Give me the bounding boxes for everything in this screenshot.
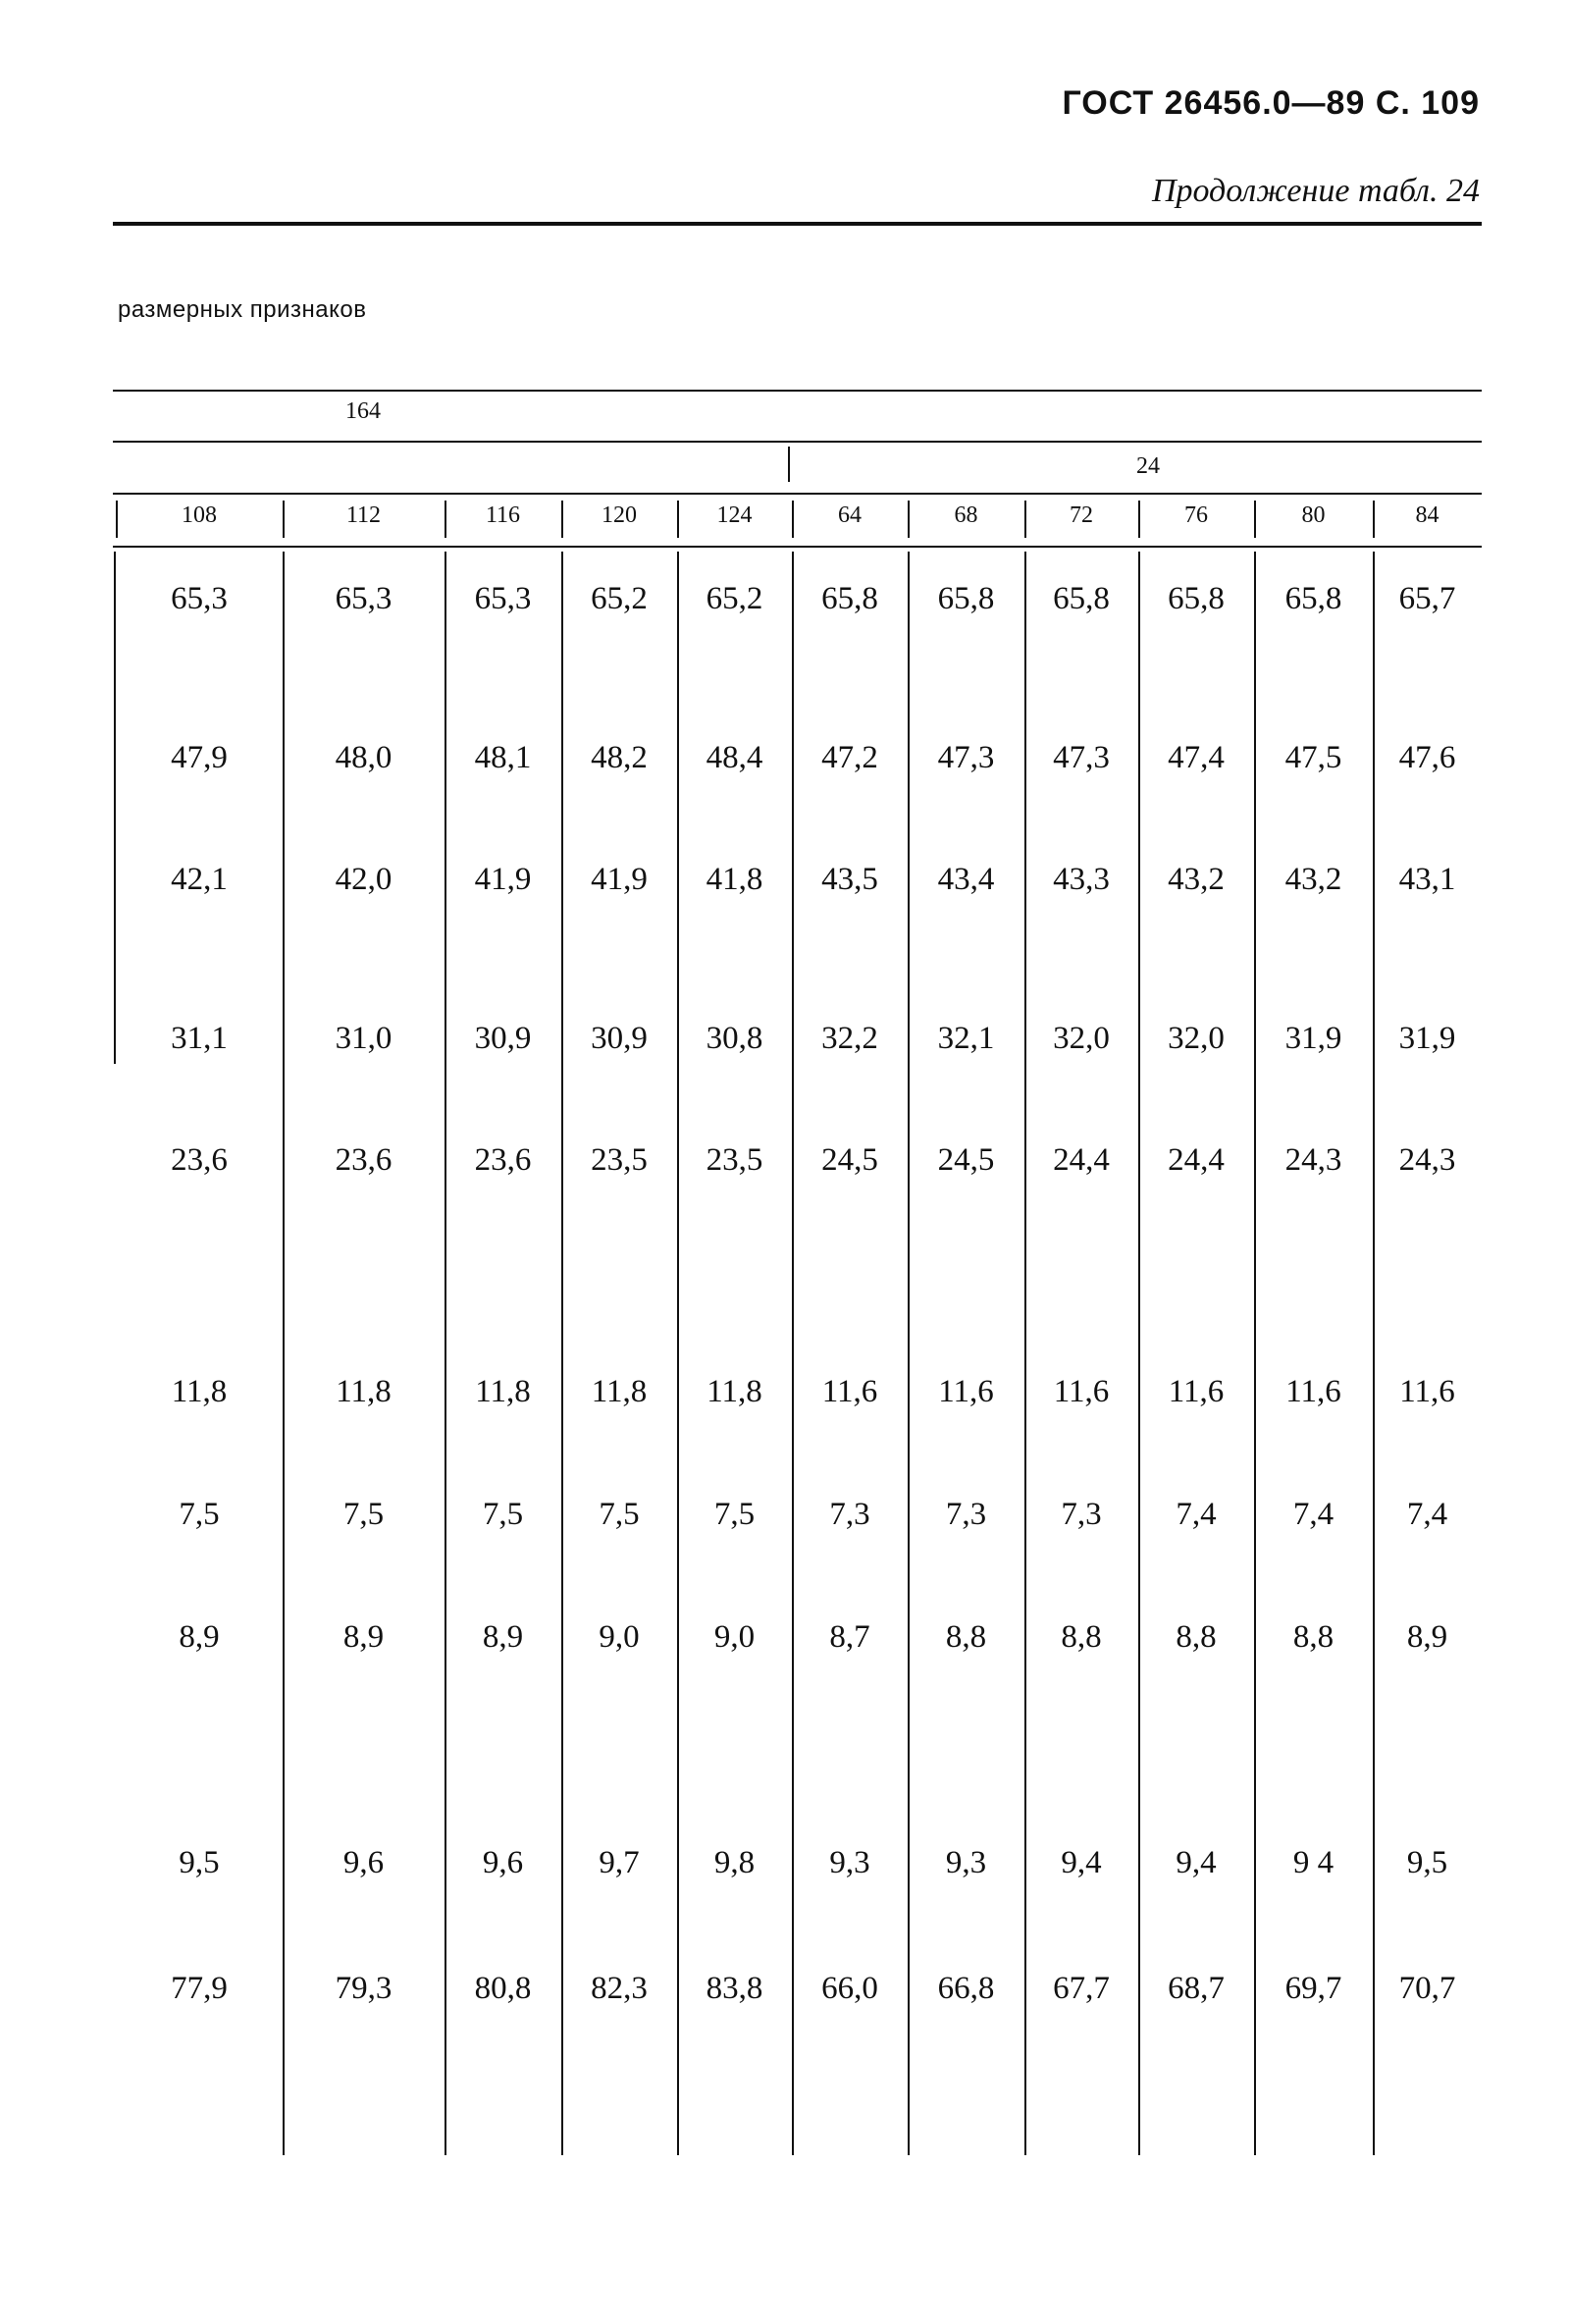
- table-cell: 30,9: [474, 1021, 532, 1056]
- table-cell: 7,4: [1292, 1497, 1334, 1532]
- column-header-80: 80: [1301, 502, 1326, 528]
- header-divider: [116, 501, 118, 538]
- table-cell: 65,8: [1284, 581, 1342, 616]
- table-cell: 7,5: [342, 1497, 385, 1532]
- table-cell: 65,8: [1168, 581, 1225, 616]
- table-cell: 47,9: [171, 740, 228, 775]
- header-divider: [1254, 501, 1256, 538]
- table-cell: 70,7: [1398, 1971, 1456, 2006]
- table-cell: 77,9: [171, 1971, 228, 2006]
- group-label-24: 24: [1136, 453, 1160, 479]
- table-cell: 23,5: [706, 1142, 763, 1178]
- column-divider: [908, 552, 910, 2155]
- table-cell: 9,5: [1406, 1845, 1448, 1880]
- table-cell: 41,9: [591, 862, 648, 897]
- column-header-68: 68: [954, 502, 978, 528]
- table-cell: 11,8: [475, 1374, 531, 1409]
- column-header-116: 116: [485, 502, 521, 528]
- table-cell: 24,4: [1053, 1142, 1110, 1178]
- table-cell: 23,6: [474, 1142, 532, 1178]
- header-rule: [113, 222, 1482, 226]
- table-cell: 43,5: [821, 862, 878, 897]
- table-cell: 7,3: [829, 1497, 870, 1532]
- column-header-64: 64: [838, 502, 862, 528]
- table-continuation-label: Продолжение табл. 24: [1151, 173, 1480, 209]
- column-header-76: 76: [1184, 502, 1208, 528]
- column-divider: [283, 552, 285, 2155]
- table-cell: 65,8: [821, 581, 878, 616]
- table-cell: 32,2: [821, 1021, 878, 1056]
- column-divider: [1254, 552, 1256, 2155]
- table-cell: 11,6: [1285, 1374, 1341, 1409]
- standard-number: ГОСТ 26456.0—89 С. 109: [1062, 84, 1480, 122]
- column-divider: [561, 552, 563, 2155]
- table-cell: 7,5: [713, 1497, 756, 1532]
- table-cell: 24,5: [937, 1142, 995, 1178]
- table-cell: 65,2: [591, 581, 648, 616]
- table-cell: 7,3: [945, 1497, 987, 1532]
- table-cell: 42,0: [335, 862, 392, 897]
- table-cell: 48,4: [706, 740, 763, 775]
- table-cell: 23,6: [335, 1142, 392, 1178]
- table-cell: 66,0: [821, 1971, 878, 2006]
- table-cell: 65,8: [1053, 581, 1110, 616]
- table-cell: 11,6: [1053, 1374, 1110, 1409]
- table-cell: 48,0: [335, 740, 392, 775]
- table-cell: 9,3: [829, 1845, 870, 1880]
- table-cell: 11,6: [938, 1374, 994, 1409]
- table-cell: 65,8: [937, 581, 995, 616]
- column-divider: [445, 552, 446, 2155]
- header-divider: [677, 501, 679, 538]
- table-cell: 31,1: [171, 1021, 228, 1056]
- column-header-112: 112: [345, 502, 382, 528]
- table-cell: 9,0: [713, 1619, 756, 1655]
- header-divider: [1138, 501, 1140, 538]
- header-bottom-rule: [113, 546, 1482, 548]
- table-cell: 65,2: [706, 581, 763, 616]
- table-cell: 43,2: [1284, 862, 1342, 897]
- table-cell: 7,5: [179, 1497, 220, 1532]
- table-cell: 30,9: [591, 1021, 648, 1056]
- header-divider: [1024, 501, 1026, 538]
- column-header-72: 72: [1070, 502, 1093, 528]
- table-cell: 43,2: [1168, 862, 1225, 897]
- column-divider: [1024, 552, 1026, 2155]
- table-cell: 11,8: [706, 1374, 762, 1409]
- table-cell: 9,3: [945, 1845, 987, 1880]
- table-cell: 47,3: [937, 740, 995, 775]
- table-cell: 32,0: [1168, 1021, 1225, 1056]
- column-header-84: 84: [1415, 502, 1439, 528]
- header-divider: [445, 501, 446, 538]
- table-cell: 65,7: [1398, 581, 1456, 616]
- table-cell: 7,3: [1061, 1497, 1102, 1532]
- table-cell: 42,1: [171, 862, 228, 897]
- table-cell: 31,9: [1284, 1021, 1342, 1056]
- table-cell: 8,9: [482, 1619, 524, 1655]
- table-cell: 11,6: [1399, 1374, 1455, 1409]
- column-divider: [1138, 552, 1140, 2155]
- table-cell: 9,0: [599, 1619, 640, 1655]
- table-cell: 9,6: [342, 1845, 385, 1880]
- table-cell: 8,8: [1176, 1619, 1217, 1655]
- table-cell: 23,6: [171, 1142, 228, 1178]
- table-top-rule: [113, 390, 1482, 392]
- column-header-108: 108: [182, 502, 217, 528]
- table-cell: 7,4: [1406, 1497, 1448, 1532]
- table-cell: 8,9: [1406, 1619, 1448, 1655]
- table-cell: 48,1: [474, 740, 532, 775]
- table-cell: 9,7: [599, 1845, 640, 1880]
- column-divider: [792, 552, 794, 2155]
- column-header-120: 120: [602, 502, 637, 528]
- table-left-edge: [114, 552, 116, 1064]
- table-cell: 41,9: [474, 862, 532, 897]
- table-cell: 24,3: [1398, 1142, 1456, 1178]
- table-cell: 83,8: [706, 1971, 763, 2006]
- table-cell: 8,9: [179, 1619, 220, 1655]
- table-cell: 9,5: [179, 1845, 220, 1880]
- table-cell: 9,4: [1061, 1845, 1102, 1880]
- table-cell: 47,4: [1168, 740, 1225, 775]
- group-divider: [788, 447, 790, 482]
- table-cell: 8,8: [945, 1619, 987, 1655]
- group-label-164: 164: [345, 398, 381, 424]
- table-cell: 43,4: [937, 862, 995, 897]
- table-cell: 47,5: [1284, 740, 1342, 775]
- table-cell: 24,3: [1284, 1142, 1342, 1178]
- table-cell: 65,3: [335, 581, 392, 616]
- header-divider: [1373, 501, 1375, 538]
- table-cell: 82,3: [591, 1971, 648, 2006]
- table-cell: 30,8: [706, 1021, 763, 1056]
- table-cell: 32,1: [937, 1021, 995, 1056]
- table-cell: 47,2: [821, 740, 878, 775]
- group-rule: [113, 441, 1482, 443]
- table-cell: 11,8: [591, 1374, 648, 1409]
- header-divider: [561, 501, 563, 538]
- header-divider: [908, 501, 910, 538]
- table-cell: 9 4: [1292, 1845, 1334, 1880]
- table-cell: 7,5: [482, 1497, 524, 1532]
- table-cell: 24,4: [1168, 1142, 1225, 1178]
- table-cell: 69,7: [1284, 1971, 1342, 2006]
- table-caption: размерных признаков: [118, 296, 367, 323]
- column-divider: [677, 552, 679, 2155]
- table-cell: 8,8: [1292, 1619, 1334, 1655]
- column-divider: [1373, 552, 1375, 2155]
- table-cell: 47,6: [1398, 740, 1456, 775]
- table-cell: 8,9: [342, 1619, 385, 1655]
- table-cell: 47,3: [1053, 740, 1110, 775]
- table-cell: 66,8: [937, 1971, 995, 2006]
- table-cell: 80,8: [474, 1971, 532, 2006]
- table-cell: 67,7: [1053, 1971, 1110, 2006]
- table-cell: 32,0: [1053, 1021, 1110, 1056]
- table-cell: 43,3: [1053, 862, 1110, 897]
- table-cell: 31,9: [1398, 1021, 1456, 1056]
- table-cell: 9,8: [713, 1845, 756, 1880]
- table-cell: 8,7: [829, 1619, 870, 1655]
- table-cell: 65,3: [171, 581, 228, 616]
- table-cell: 48,2: [591, 740, 648, 775]
- table-cell: 7,5: [599, 1497, 640, 1532]
- table-cell: 31,0: [335, 1021, 392, 1056]
- table-cell: 68,7: [1168, 1971, 1225, 2006]
- table-cell: 65,3: [474, 581, 532, 616]
- table-cell: 8,8: [1061, 1619, 1102, 1655]
- table-cell: 79,3: [335, 1971, 392, 2006]
- table-cell: 9,4: [1176, 1845, 1217, 1880]
- table-cell: 23,5: [591, 1142, 648, 1178]
- header-divider: [792, 501, 794, 538]
- table-cell: 7,4: [1176, 1497, 1217, 1532]
- table-cell: 11,8: [171, 1374, 228, 1409]
- table-cell: 41,8: [706, 862, 763, 897]
- table-cell: 9,6: [482, 1845, 524, 1880]
- column-header-124: 124: [716, 502, 753, 528]
- table-cell: 24,5: [821, 1142, 878, 1178]
- header-divider: [283, 501, 285, 538]
- subgroup-rule: [113, 493, 1482, 495]
- table-cell: 11,6: [821, 1374, 878, 1409]
- table-cell: 11,6: [1168, 1374, 1225, 1409]
- table-cell: 11,8: [336, 1374, 392, 1409]
- table-cell: 43,1: [1398, 862, 1456, 897]
